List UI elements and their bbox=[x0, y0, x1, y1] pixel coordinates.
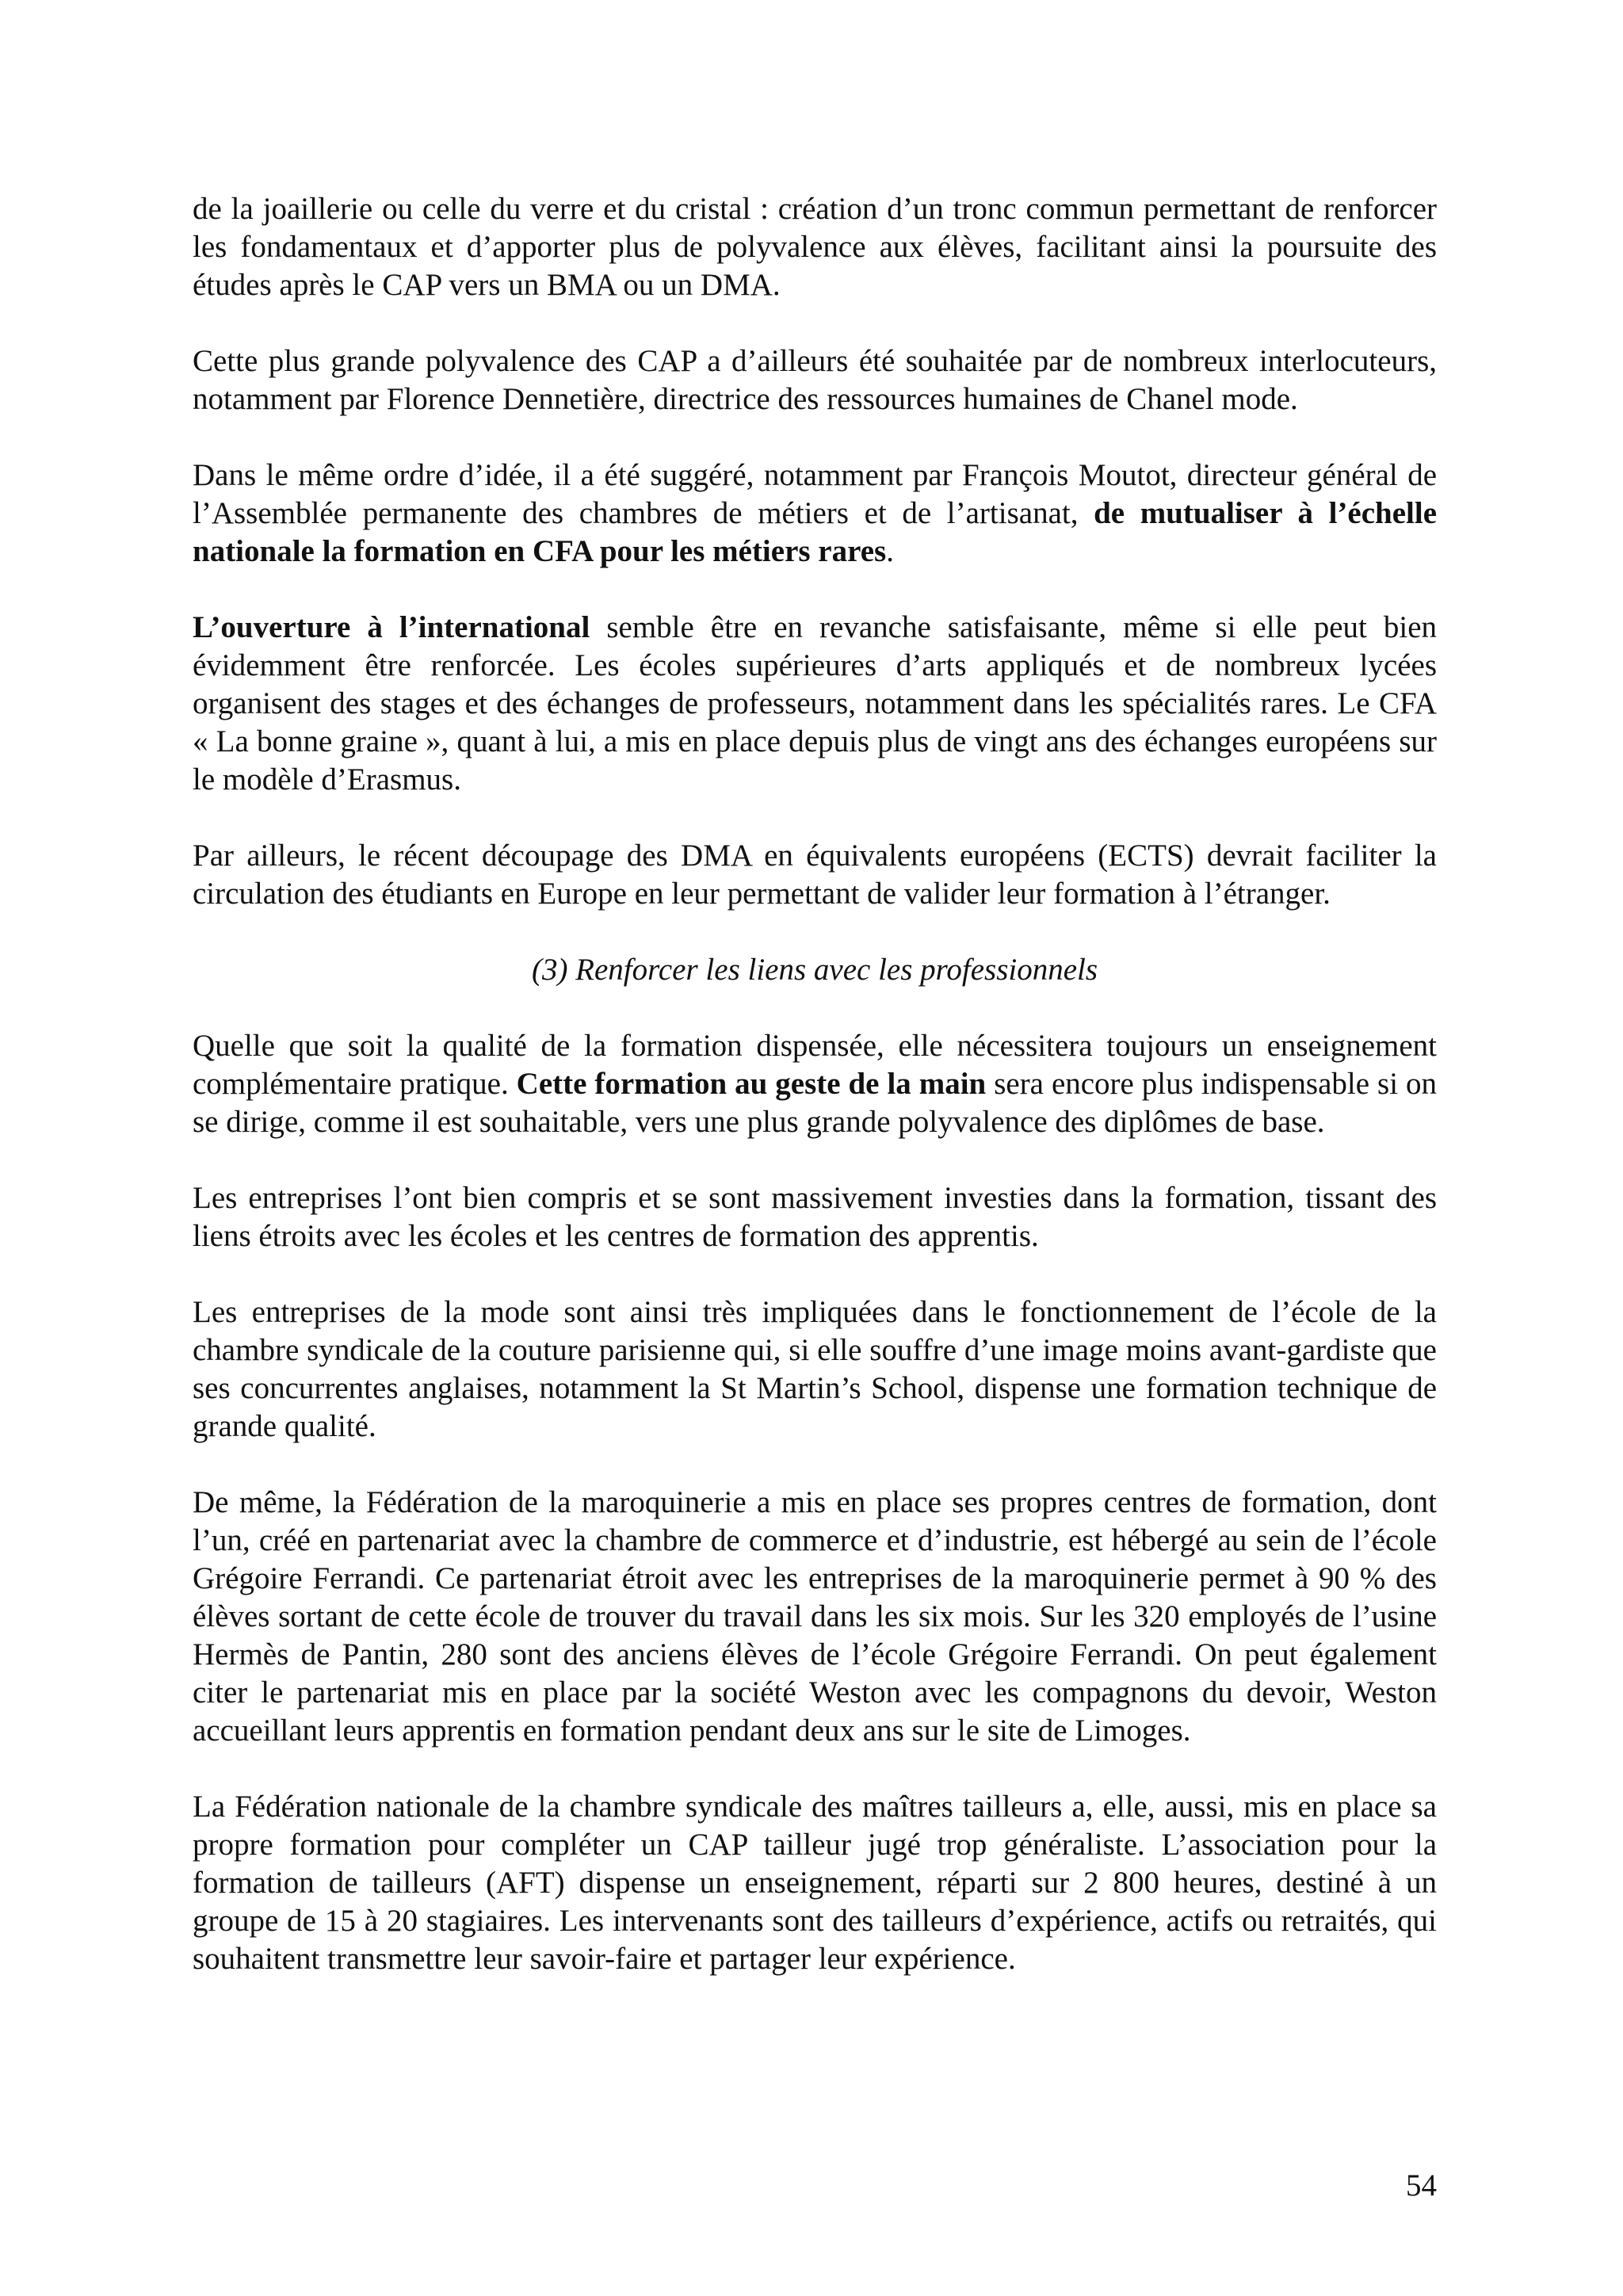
section-subheading bbox=[193, 951, 1437, 989]
paragraph-4 bbox=[193, 609, 1437, 799]
text-segment: Par ailleurs, le récent découpage des DMA en équivalents européens (ECTS) devrait faciliter la circulation des étudiants en Europe en leur permettant de valider leur formation à l’étranger. bbox=[193, 839, 1437, 911]
text-segment: Quelle que soit la qualité de la formation dispensée, elle nécessitera toujours un enseignement complémentaire pratique. bbox=[193, 1029, 1437, 1101]
text-segment: semble être en revanche satisfaisante, même si elle peut bien évidemment être renforcée. Les écoles supérieures d’arts appliqués et de nombreux lycées organisent des stages et des échanges de professeurs, notamment dans les spécialités rares. Le CFA « La bonne graine », quant à lui, a mis en place depuis plus de vingt ans des échanges européens sur le modèle d’Erasmus. bbox=[193, 610, 1438, 797]
bold-text-segment: L’ouverture à l’international bbox=[193, 610, 590, 644]
paragraph-8 bbox=[193, 1179, 1437, 1255]
text-segment: De même, la Fédération de la maroquinerie a mis en place ses propres centres de formation, dont l’un, créé en partenariat avec la chambre de commerce et d’industrie, est hébergé au sein de l’école Grégoire Ferrandi. Ce partenariat étroit avec les entreprises de la maroquinerie permet à 90 % des élèves sortant de cette école de trouver du travail dans les six mois. Sur les 320 employés de l’usine Hermès de Pantin, 280 sont des anciens élèves de l’école Grégoire Ferrandi. On peut également citer le partenariat mis en place par la société Weston avec les compagnons du devoir, Weston accueillant leurs apprentis en formation pendant deux ans sur le site de Limoges. bbox=[193, 1485, 1437, 1748]
paragraph-7 bbox=[193, 1027, 1437, 1141]
bold-text-segment: Cette formation au geste de la main bbox=[516, 1067, 987, 1101]
subheading-text: (3) Renforcer les liens avec les professionnels bbox=[531, 953, 1098, 987]
bold-text-segment: de mutualiser à l’échelle nationale la formation en CFA pour les métiers rares bbox=[193, 496, 1437, 568]
paragraph-11 bbox=[193, 1788, 1437, 1978]
paragraph-9 bbox=[193, 1293, 1437, 1446]
paragraph-5 bbox=[193, 837, 1437, 913]
paragraph-10 bbox=[193, 1484, 1437, 1750]
paragraph-2 bbox=[193, 342, 1437, 418]
text-segment: Les entreprises de la mode sont ainsi très impliquées dans le fonctionnement de l’école de la chambre syndicale de la couture parisienne qui, si elle souffre d’une image moins avant-gardiste que ses concurrentes anglaises, notamment la St Martin’s School, dispense une formation technique de grande qualité. bbox=[193, 1295, 1437, 1443]
paragraph-1 bbox=[193, 190, 1437, 304]
text-segment: Les entreprises l’ont bien compris et se sont massivement investies dans la formation, tissant des liens étroits avec les écoles et les centres de formation des apprentis. bbox=[193, 1181, 1437, 1253]
text-segment: sera encore plus indispensable si on se dirige, comme il est souhaitable, vers une plus grande polyvalence des diplômes de base. bbox=[193, 1067, 1437, 1139]
page-number: 54 bbox=[1406, 2168, 1437, 2202]
paragraph-3 bbox=[193, 457, 1437, 571]
text-segment: . bbox=[886, 534, 894, 568]
text-segment: Dans le même ordre d’idée, il a été suggéré, notamment par François Moutot, directeur général de l’Assemblée permanente des chambres de métiers et de l’artisanat, bbox=[193, 458, 1437, 530]
text-segment: de la joaillerie ou celle du verre et du cristal : création d’un tronc commun permettant de renforcer les fondamentaux et d’apporter plus de polyvalence aux élèves, facilitant ainsi la poursuite des études après le CAP vers un BMA ou un DMA. bbox=[193, 192, 1437, 302]
text-segment: La Fédération nationale de la chambre syndicale des maîtres tailleurs a, elle, aussi, mis en place sa propre formation pour compléter un CAP tailleur jugé trop généraliste. L’association pour la formation de tailleurs (AFT) dispense un enseignement, réparti sur 2 800 heures, destiné à un groupe de 15 à 20 stagiaires. Les intervenants sont des tailleurs d’expérience, actifs ou retraités, qui souhaitent transmettre leur savoir-faire et partager leur expérience. bbox=[193, 1790, 1437, 1976]
document-body bbox=[193, 190, 1437, 2016]
text-segment: Cette plus grande polyvalence des CAP a d’ailleurs été souhaitée par de nombreux interlocuteurs, notamment par Florence Dennetière, directrice des ressources humaines de Chanel mode. bbox=[193, 344, 1437, 416]
